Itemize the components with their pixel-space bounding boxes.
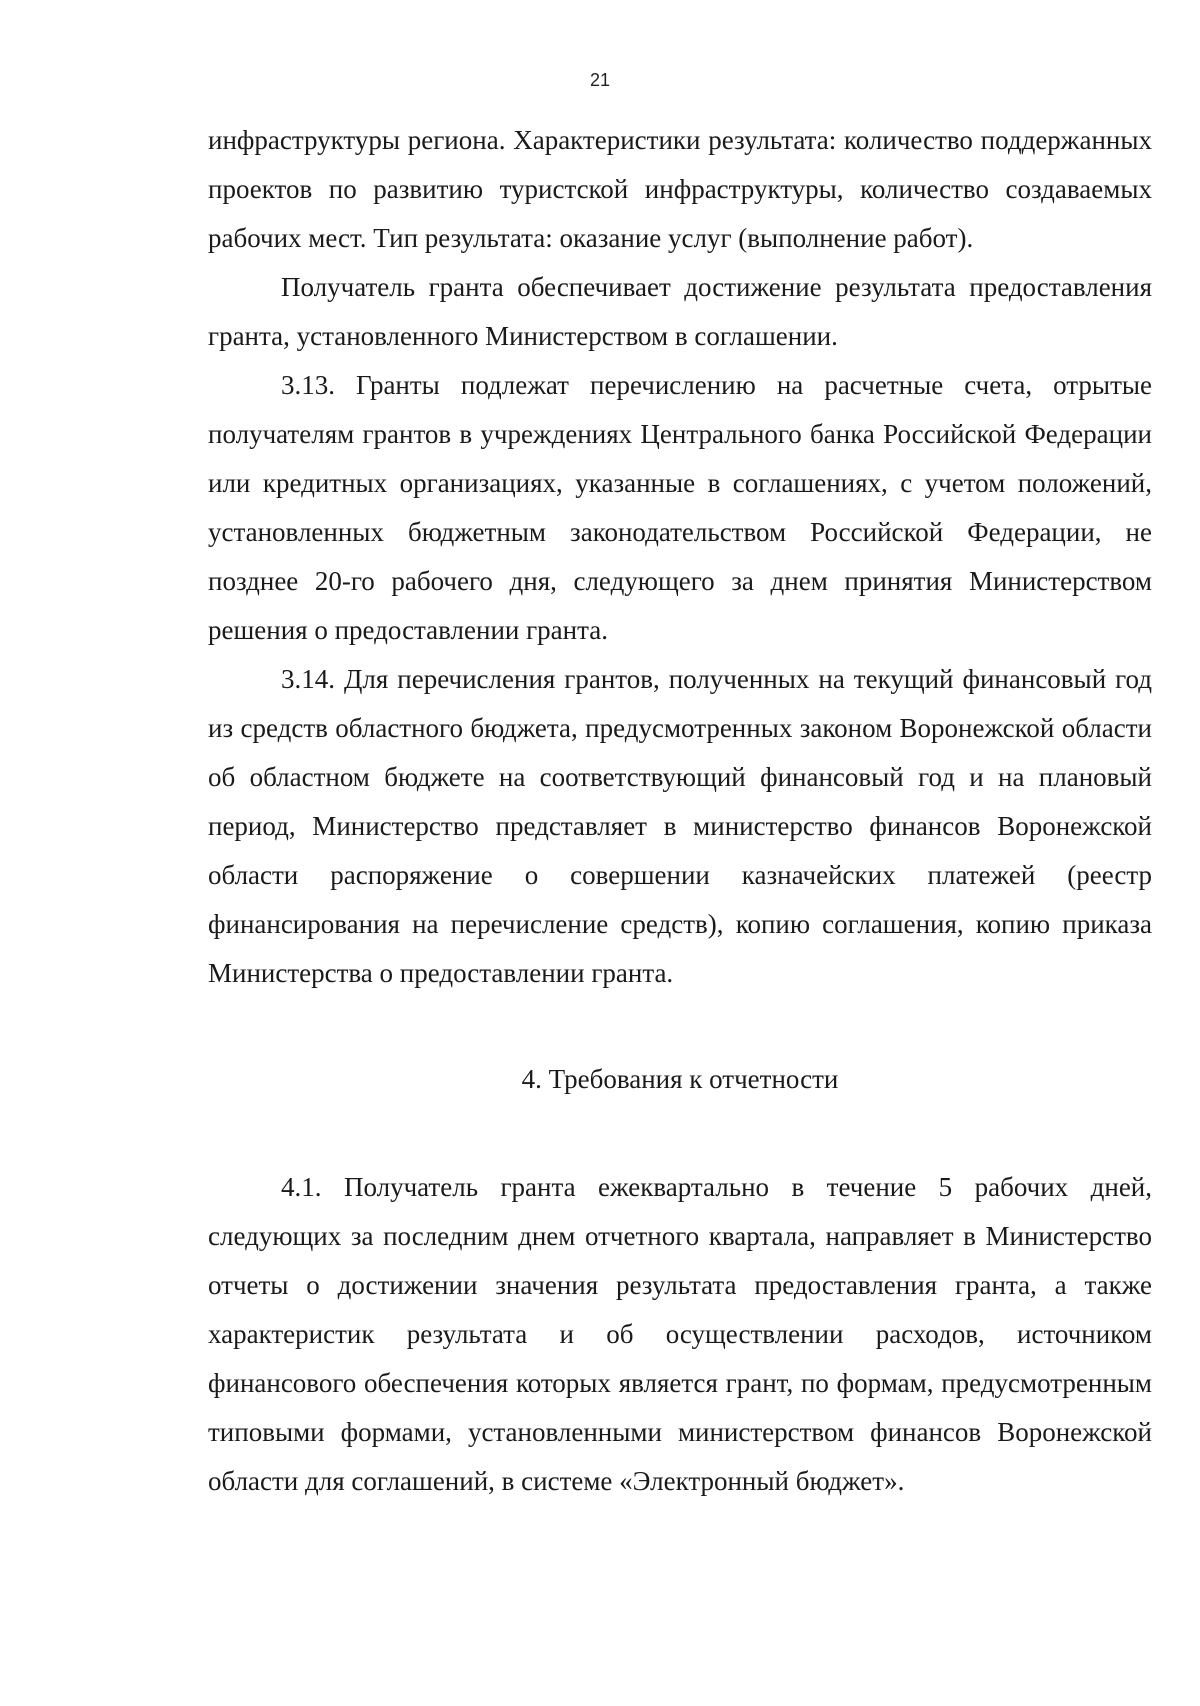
paragraph-4-1: 4.1. Получатель гранта ежеквартально в течение 5 рабочих дней, следующих за последним днем отчетного квартала, направляет в Министерство отчеты о достижении значения результата предоставления гранта, а также характеристик результата и об осуществлении расходов, источником финансового обеспечения которых является грант, по формам, предусмотренным типовыми формами, установленными министерством финансов Воронежской области для соглашений, в системе «Электронный бюджет». bbox=[208, 1172, 1152, 1496]
paragraph-3-14: 3.14. Для перечисления грантов, полученных на текущий финансовый год из средств областного бюджета, предусмотренных законом Воронежской области об областном бюджете на соответствующий финансовый год и на плановый период, Министерство представляет в министерство финансов Воронежской области распоряжение о совершении казначейских платежей (реестр финансирования на перечисление средств), копию соглашения, копию приказа Министерства о предоставлении гранта. bbox=[208, 664, 1152, 988]
paragraph-continuation: инфраструктуры региона. Характеристики результата: количество поддержанных проектов по развитию туристской инфраструктуры, количество создаваемых рабочих мест. Тип результата: оказание услуг (выполнение работ). bbox=[208, 125, 1152, 253]
paragraph-3-13: 3.13. Гранты подлежат перечислению на расчетные счета, отрытые получателям грантов в учреждениях Центрального банка Российской Федерации или кредитных организациях, указанные в соглашениях, с учетом положений, установленных бюджетным законодательством Российской Федерации, не позднее 20-го рабочего дня, следующего за днем принятия Министерством решения о предоставлении гранта. bbox=[208, 370, 1152, 645]
page-number: 21 bbox=[589, 70, 611, 90]
section-heading: 4. Требования к отчетности bbox=[521, 1064, 839, 1094]
paragraph-grant-recipient: Получатель гранта обеспечивает достижение результата предоставления гранта, установленного Министерством в соглашении. bbox=[208, 272, 1152, 351]
document-body bbox=[208, 116, 1152, 1506]
